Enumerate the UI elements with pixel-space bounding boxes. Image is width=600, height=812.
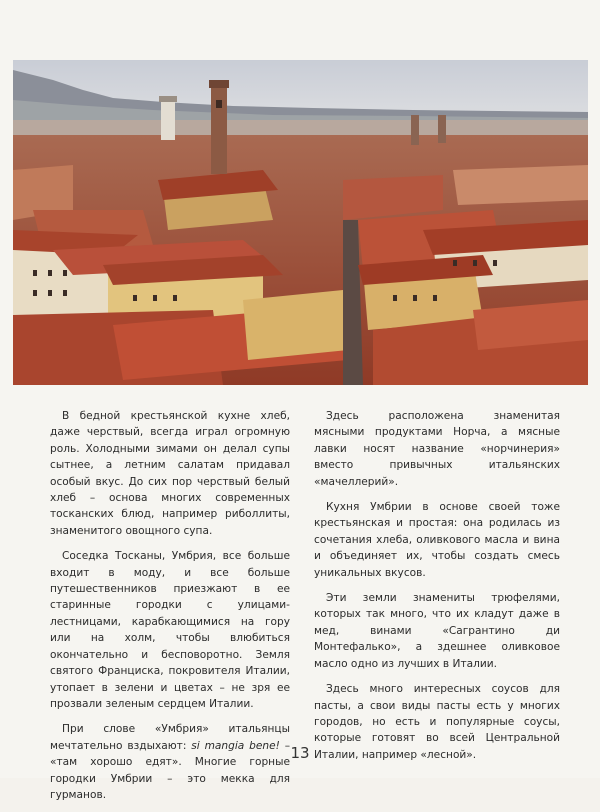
italic-phrase: si mangia bene! bbox=[191, 739, 280, 752]
paragraph: Здесь расположена знаменитая мясными продуктами Норча, а мясные лавки носят название «норчинерия» вместо привычных итальянских «мачеллерий». bbox=[314, 410, 560, 488]
text-run: При слове «Умбрия» итальянцы мечтательно вздыхают: bbox=[50, 723, 290, 752]
paragraph: Кухня Умбрии в основе своей тоже крестьянская и простая: она родилась из сочетания хлеба, оливкового масла и вина и объединяет их, чтобы создать смесь уникальных вкусов. bbox=[314, 501, 560, 579]
text-run: – «там хорошо едят». Многие горные городки Умбрии – это мекка для гурманов. bbox=[50, 739, 290, 801]
city-rooftops-photo bbox=[13, 60, 588, 385]
rooftops-illustration bbox=[13, 60, 588, 385]
page-number: 13 bbox=[290, 744, 310, 762]
paragraph-with-italic bbox=[50, 721, 290, 803]
paragraph: В бедной крестьянской кухне хлеб, даже черствый, всегда играл огромную роль. Холодными зимами он делал супы сытнее, а летним салатам придавал особый вкус. До сих пор черствый белый хлеб – основа многих современных тосканских блюд, например риболлиты, знаменитого овощного супа. bbox=[50, 410, 290, 537]
right-column bbox=[314, 408, 560, 772]
paragraph: Здесь много интересных соусов для пасты, а свои виды пасты есть у многих городов, но есть и популярные соусы, которые готовят во всей Центральной Италии, например «лесной». bbox=[314, 683, 560, 761]
paragraph: Эти земли знамениты трюфелями, которых так много, что их кладут даже в мед, винами «Сагрантино ди Монтефалько», а здешнее оливковое масло одно из лучших в Италии. bbox=[314, 592, 560, 670]
paragraph: Соседка Тосканы, Умбрия, все больше входит в моду, и все больше путешественников приезжают в ее старинные городки с улицами-лестницами, карабкающимися на гору или на холм, чтобы влюбиться окончательно и бесповоротно. Земля святого Франциска, покровителя Италии, утопает в зелени и цветах – не зря ее прозвали зеленым сердцем Италии. bbox=[50, 550, 290, 710]
